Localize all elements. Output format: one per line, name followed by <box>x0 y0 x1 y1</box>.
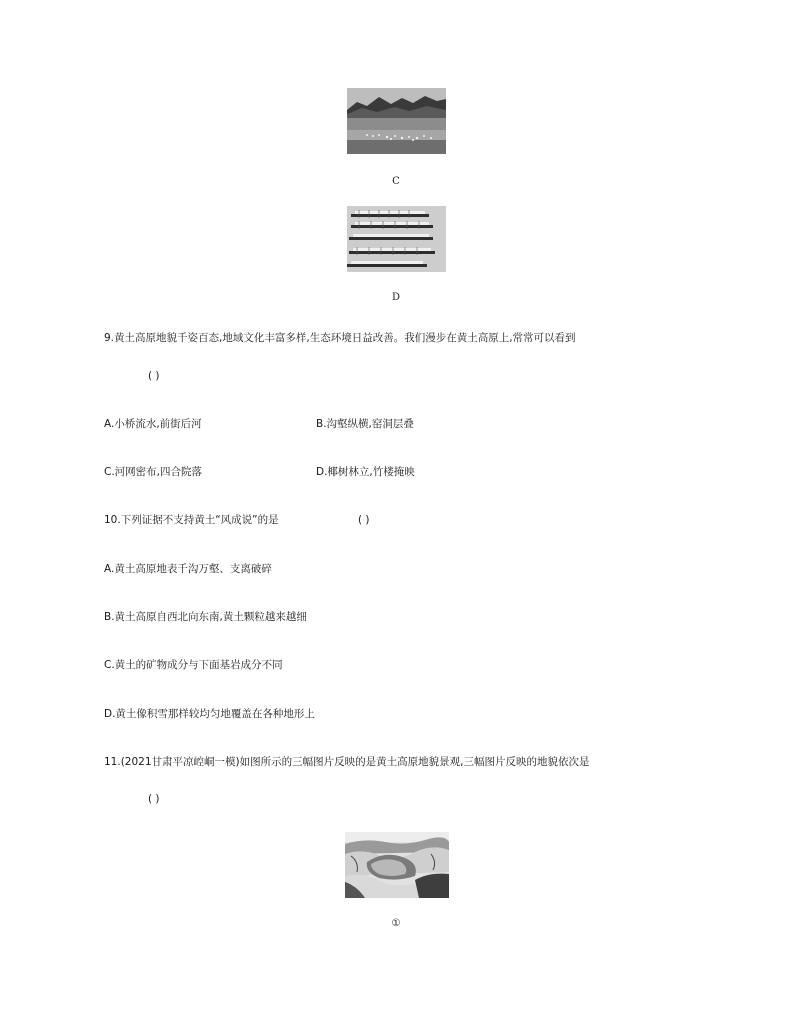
question-9-option-c: C.河网密布,四合院落 <box>104 466 203 478</box>
figure-d-caption: D <box>391 292 401 303</box>
question-10-answer-blank: ( ) <box>358 514 370 526</box>
figure-c-photo <box>347 88 446 154</box>
question-9-stem: 9.黄土高原地貌千姿百态,地域文化丰富多样,生态环境日益改善。我们漫步在黄土高原上,常常可以看到 <box>104 332 576 344</box>
question-9-option-b: B.沟壑纵横,窑洞层叠 <box>316 418 414 430</box>
question-9-option-d: D.椰树林立,竹楼掩映 <box>316 466 415 478</box>
question-10-option-c: C.黄土的矿物成分与下面基岩成分不同 <box>104 659 283 671</box>
question-9-answer-blank: ( ) <box>148 370 160 382</box>
question-11-answer-blank: ( ) <box>148 793 160 805</box>
question-10-option-d: D.黄土像积雪那样较均匀地覆盖在各种地形上 <box>104 708 315 720</box>
question-11-stem: 11.(2021甘肃平凉崆峒一模)如图所示的三幅图片反映的是黄土高原地貌景观,三幅图片反映的地貌依次是 <box>104 756 590 768</box>
question-10-stem: 10.下列证据不支持黄土“风成说”的是 <box>104 514 279 526</box>
question-10-option-b: B.黄土高原自西北向东南,黄土颗粒越来越细 <box>104 611 307 623</box>
figure-c-caption: C <box>392 176 400 187</box>
figure-1-photo <box>345 832 449 898</box>
question-10-option-a: A.黄土高原地表千沟万壑、支离破碎 <box>104 563 272 575</box>
figure-1-caption: ① <box>391 918 401 929</box>
question-9-option-a: A.小桥流水,前街后河 <box>104 418 202 430</box>
figure-d-photo <box>347 206 446 272</box>
